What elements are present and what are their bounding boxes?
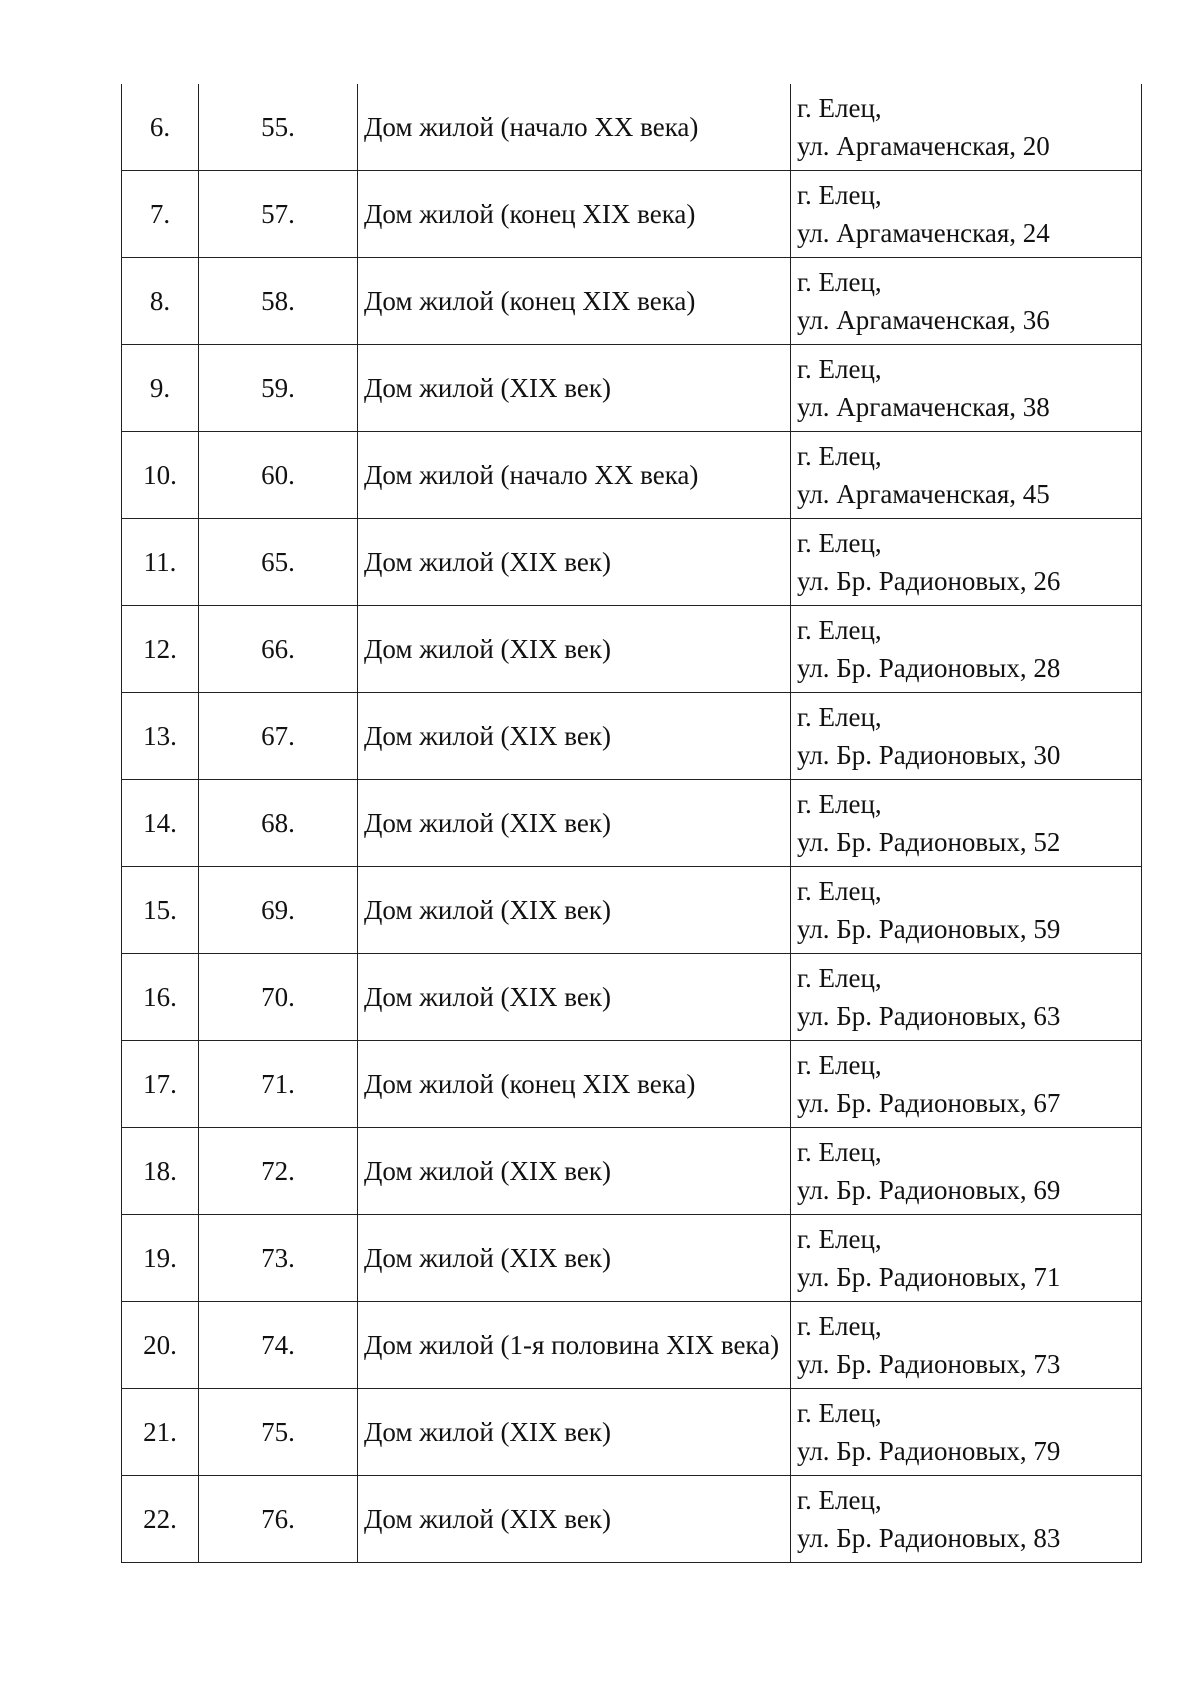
address-street: ул. Бр. Радионовых, 59 (797, 914, 1061, 944)
address-cell (791, 1389, 1142, 1476)
object-name-cell: Дом жилой (начало XX века) (358, 432, 791, 519)
row-number-cell: 10. (122, 432, 199, 519)
object-name-cell: Дом жилой (XIX век) (358, 606, 791, 693)
object-name-cell: Дом жилой (1-я половина XIX века) (358, 1302, 791, 1389)
address-city: г. Елец, (797, 93, 882, 123)
row-number-cell: 7. (122, 171, 199, 258)
address-cell (791, 345, 1142, 432)
table-row (122, 1128, 1142, 1215)
registry-number-cell: 68. (199, 780, 358, 867)
address-street: ул. Аргамаченская, 36 (797, 305, 1050, 335)
address-cell (791, 519, 1142, 606)
registry-number-cell: 59. (199, 345, 358, 432)
registry-number-cell: 60. (199, 432, 358, 519)
registry-number-cell: 69. (199, 867, 358, 954)
address-city: г. Елец, (797, 1050, 882, 1080)
address-city: г. Елец, (797, 1398, 882, 1428)
row-number-cell: 20. (122, 1302, 199, 1389)
row-number-cell: 21. (122, 1389, 199, 1476)
row-number-cell: 15. (122, 867, 199, 954)
address-street: ул. Бр. Радионовых, 67 (797, 1088, 1061, 1118)
address-cell (791, 780, 1142, 867)
registry-number-cell: 57. (199, 171, 358, 258)
table-row (122, 432, 1142, 519)
table-row (122, 345, 1142, 432)
registry-number-cell: 74. (199, 1302, 358, 1389)
address-street: ул. Бр. Радионовых, 71 (797, 1262, 1061, 1292)
address-street: ул. Бр. Радионовых, 26 (797, 566, 1061, 596)
object-name-cell: Дом жилой (XIX век) (358, 1215, 791, 1302)
row-number-cell: 12. (122, 606, 199, 693)
address-street: ул. Аргамаченская, 20 (797, 131, 1050, 161)
registry-number-cell: 65. (199, 519, 358, 606)
object-name-cell: Дом жилой (XIX век) (358, 519, 791, 606)
row-number-cell: 6. (122, 84, 199, 171)
object-name-cell: Дом жилой (начало XX века) (358, 84, 791, 171)
address-street: ул. Бр. Радионовых, 52 (797, 827, 1061, 857)
table-row (122, 258, 1142, 345)
address-street: ул. Бр. Радионовых, 79 (797, 1436, 1061, 1466)
address-city: г. Елец, (797, 1311, 882, 1341)
address-cell (791, 432, 1142, 519)
row-number-cell: 9. (122, 345, 199, 432)
object-name-cell: Дом жилой (конец XIX века) (358, 258, 791, 345)
table-row (122, 606, 1142, 693)
row-number-cell: 17. (122, 1041, 199, 1128)
registry-number-cell: 67. (199, 693, 358, 780)
row-number-cell: 8. (122, 258, 199, 345)
object-name-cell: Дом жилой (XIX век) (358, 693, 791, 780)
address-cell (791, 1128, 1142, 1215)
address-city: г. Елец, (797, 1485, 882, 1515)
address-street: ул. Бр. Радионовых, 83 (797, 1523, 1061, 1553)
registry-number-cell: 71. (199, 1041, 358, 1128)
table-row (122, 1041, 1142, 1128)
table-body (122, 84, 1142, 1563)
table-row (122, 84, 1142, 171)
address-cell (791, 1302, 1142, 1389)
address-cell (791, 1041, 1142, 1128)
table-row (122, 954, 1142, 1041)
table-row (122, 1302, 1142, 1389)
address-city: г. Елец, (797, 180, 882, 210)
object-name-cell: Дом жилой (конец XIX века) (358, 171, 791, 258)
address-city: г. Елец, (797, 441, 882, 471)
address-street: ул. Бр. Радионовых, 63 (797, 1001, 1061, 1031)
object-name-cell: Дом жилой (XIX век) (358, 867, 791, 954)
row-number-cell: 19. (122, 1215, 199, 1302)
address-city: г. Елец, (797, 702, 882, 732)
row-number-cell: 18. (122, 1128, 199, 1215)
table-row (122, 780, 1142, 867)
address-cell (791, 1476, 1142, 1563)
address-cell (791, 606, 1142, 693)
address-cell (791, 258, 1142, 345)
address-cell (791, 867, 1142, 954)
table-row (122, 867, 1142, 954)
row-number-cell: 13. (122, 693, 199, 780)
address-street: ул. Бр. Радионовых, 69 (797, 1175, 1061, 1205)
address-street: ул. Аргамаченская, 38 (797, 392, 1050, 422)
address-cell (791, 954, 1142, 1041)
registry-number-cell: 75. (199, 1389, 358, 1476)
registry-number-cell: 72. (199, 1128, 358, 1215)
object-name-cell: Дом жилой (XIX век) (358, 954, 791, 1041)
registry-number-cell: 73. (199, 1215, 358, 1302)
address-city: г. Елец, (797, 789, 882, 819)
address-street: ул. Аргамаченская, 24 (797, 218, 1050, 248)
registry-number-cell: 70. (199, 954, 358, 1041)
registry-number-cell: 66. (199, 606, 358, 693)
address-cell (791, 171, 1142, 258)
address-city: г. Елец, (797, 1137, 882, 1167)
address-city: г. Елец, (797, 876, 882, 906)
object-name-cell: Дом жилой (конец XIX века) (358, 1041, 791, 1128)
row-number-cell: 14. (122, 780, 199, 867)
object-name-cell: Дом жилой (XIX век) (358, 780, 791, 867)
registry-number-cell: 76. (199, 1476, 358, 1563)
registry-number-cell: 55. (199, 84, 358, 171)
address-street: ул. Бр. Радионовых, 28 (797, 653, 1061, 683)
row-number-cell: 16. (122, 954, 199, 1041)
table-row (122, 1215, 1142, 1302)
object-name-cell: Дом жилой (XIX век) (358, 345, 791, 432)
table-row (122, 1476, 1142, 1563)
table-row (122, 171, 1142, 258)
object-name-cell: Дом жилой (XIX век) (358, 1476, 791, 1563)
address-cell (791, 693, 1142, 780)
row-number-cell: 11. (122, 519, 199, 606)
object-name-cell: Дом жилой (XIX век) (358, 1128, 791, 1215)
address-cell (791, 1215, 1142, 1302)
address-city: г. Елец, (797, 267, 882, 297)
address-city: г. Елец, (797, 528, 882, 558)
address-street: ул. Аргамаченская, 45 (797, 479, 1050, 509)
heritage-objects-table (121, 84, 1142, 1563)
address-street: ул. Бр. Радионовых, 73 (797, 1349, 1061, 1379)
table-row (122, 519, 1142, 606)
address-city: г. Елец, (797, 354, 882, 384)
address-city: г. Елец, (797, 1224, 882, 1254)
address-cell (791, 84, 1142, 171)
address-city: г. Елец, (797, 615, 882, 645)
address-city: г. Елец, (797, 963, 882, 993)
address-street: ул. Бр. Радионовых, 30 (797, 740, 1061, 770)
row-number-cell: 22. (122, 1476, 199, 1563)
table-row (122, 1389, 1142, 1476)
table-row (122, 693, 1142, 780)
object-name-cell: Дом жилой (XIX век) (358, 1389, 791, 1476)
registry-number-cell: 58. (199, 258, 358, 345)
